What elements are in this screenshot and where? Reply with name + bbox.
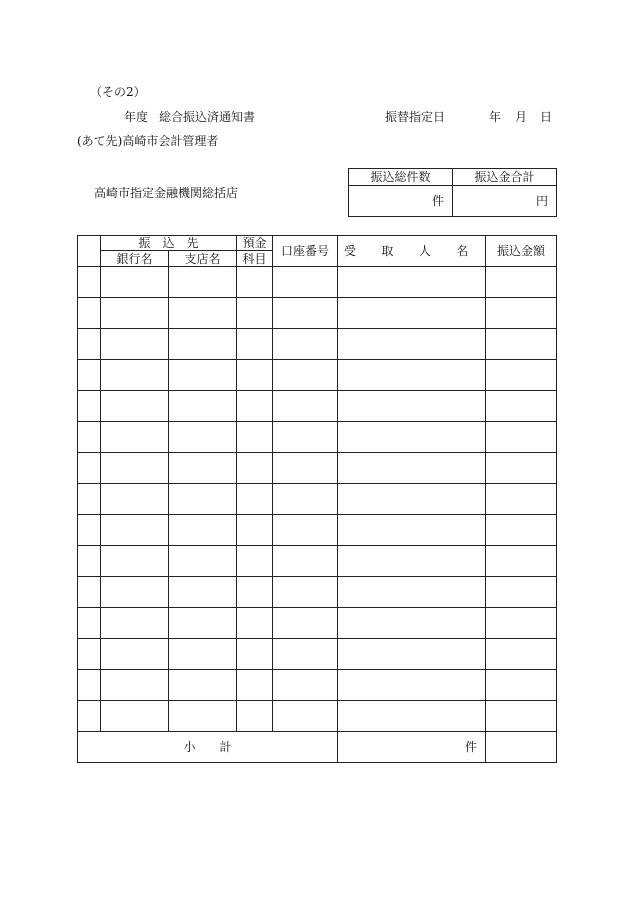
table-cell: [273, 298, 338, 329]
table-cell: [237, 391, 273, 422]
table-cell: [78, 670, 101, 701]
table-cell: [78, 639, 101, 670]
total-amount-cell: 円: [453, 186, 557, 217]
fiscal-year-label: 年度: [124, 110, 149, 124]
summary-table: [348, 168, 557, 217]
date-year-label: 年: [489, 110, 502, 124]
table-cell: [273, 515, 338, 546]
table-cell: [101, 639, 169, 670]
issuer-name: 高崎市指定金融機関総括店: [94, 186, 239, 200]
table-cell: [237, 608, 273, 639]
table-row: [78, 391, 557, 422]
table-cell: [237, 546, 273, 577]
recipient-line: (あて先)高崎市会計管理者: [77, 134, 219, 148]
table-cell: [78, 577, 101, 608]
table-row: [78, 329, 557, 360]
table-cell: [101, 701, 169, 732]
table-cell: [486, 391, 557, 422]
table-cell: [101, 298, 169, 329]
table-cell: [338, 515, 486, 546]
table-cell: [338, 701, 486, 732]
table-cell: [101, 267, 169, 298]
table-cell: [169, 360, 237, 391]
table-cell: [237, 267, 273, 298]
table-cell: [486, 577, 557, 608]
table-cell: [169, 546, 237, 577]
form-number: （その2）: [90, 85, 146, 99]
table-cell: [78, 298, 101, 329]
table-cell: [338, 422, 486, 453]
table-cell: [169, 422, 237, 453]
table-cell: [78, 701, 101, 732]
table-cell: [169, 391, 237, 422]
table-cell: [101, 577, 169, 608]
table-cell: [273, 670, 338, 701]
table-cell: [338, 639, 486, 670]
table-cell: [486, 484, 557, 515]
table-cell: [338, 546, 486, 577]
table-cell: [101, 453, 169, 484]
table-row: [78, 267, 557, 298]
table-cell: [273, 267, 338, 298]
table-cell: [486, 360, 557, 391]
table-cell: [101, 608, 169, 639]
table-cell: [237, 639, 273, 670]
table-cell: [486, 546, 557, 577]
table-row: [78, 298, 557, 329]
table-cell: [273, 577, 338, 608]
table-cell: [273, 391, 338, 422]
table-row: [78, 360, 557, 391]
transfer-to-header: 振 込 先: [101, 236, 237, 251]
table-cell: [78, 515, 101, 546]
table-cell: [101, 515, 169, 546]
table-cell: [237, 360, 273, 391]
amount-header: 振込金額: [486, 236, 557, 267]
table-cell: [169, 298, 237, 329]
table-cell: [169, 515, 237, 546]
table-cell: [338, 453, 486, 484]
table-cell: [338, 484, 486, 515]
bank-name-header: 銀行名: [101, 251, 169, 267]
table-cell: [338, 608, 486, 639]
table-cell: [273, 639, 338, 670]
subtotal-label: 小 計: [78, 732, 338, 763]
table-cell: [237, 670, 273, 701]
table-row: [78, 546, 557, 577]
table-cell: [237, 453, 273, 484]
table-cell: [338, 577, 486, 608]
table-row: [78, 670, 557, 701]
table-cell: [237, 484, 273, 515]
table-cell: [101, 329, 169, 360]
table-cell: [169, 577, 237, 608]
total-count-header: 振込総件数: [349, 169, 453, 186]
table-cell: [486, 608, 557, 639]
row-number-header: [78, 236, 101, 267]
table-cell: [78, 453, 101, 484]
table-cell: [237, 577, 273, 608]
table-row: [78, 515, 557, 546]
table-cell: [78, 267, 101, 298]
table-cell: [338, 391, 486, 422]
table-cell: [78, 329, 101, 360]
date-day-label: 日: [540, 110, 553, 124]
table-row: [78, 484, 557, 515]
table-cell: [486, 453, 557, 484]
table-cell: [486, 701, 557, 732]
table-cell: [237, 422, 273, 453]
table-cell: [169, 329, 237, 360]
table-cell: [486, 670, 557, 701]
table-cell: [338, 360, 486, 391]
table-row: [78, 608, 557, 639]
table-cell: [338, 329, 486, 360]
deposit-type-header-bottom: 科目: [237, 251, 273, 267]
table-cell: [78, 484, 101, 515]
payee-header: 受 取 人 名: [338, 236, 486, 267]
table-cell: [169, 639, 237, 670]
table-cell: [273, 329, 338, 360]
table-cell: [237, 329, 273, 360]
deposit-type-header-top: 預金: [237, 236, 273, 251]
table-cell: [273, 701, 338, 732]
table-cell: [78, 391, 101, 422]
table-cell: [78, 422, 101, 453]
subtotal-amount-cell: [486, 732, 557, 763]
table-cell: [273, 453, 338, 484]
date-month-label: 月: [515, 110, 528, 124]
table-cell: [101, 546, 169, 577]
table-cell: [486, 515, 557, 546]
table-row: [78, 422, 557, 453]
table-cell: [169, 484, 237, 515]
table-cell: [273, 484, 338, 515]
table-cell: [78, 608, 101, 639]
table-cell: [169, 453, 237, 484]
table-cell: [101, 422, 169, 453]
total-amount-header: 振込金合計: [453, 169, 557, 186]
table-cell: [338, 298, 486, 329]
table-cell: [78, 360, 101, 391]
account-number-header: 口座番号: [273, 236, 338, 267]
transfer-date-label: 振替指定日: [385, 110, 446, 124]
subtotal-count-cell: 件: [338, 732, 486, 763]
table-cell: [237, 298, 273, 329]
table-row: [78, 577, 557, 608]
table-cell: [273, 546, 338, 577]
table-cell: [486, 267, 557, 298]
branch-name-header: 支店名: [169, 251, 237, 267]
table-row: [78, 701, 557, 732]
table-cell: [486, 422, 557, 453]
table-cell: [273, 422, 338, 453]
table-cell: [101, 360, 169, 391]
table-cell: [169, 608, 237, 639]
table-cell: [169, 267, 237, 298]
table-cell: [338, 670, 486, 701]
table-row: [78, 453, 557, 484]
transfer-table: [77, 235, 557, 763]
table-cell: [486, 298, 557, 329]
total-count-cell: 件: [349, 186, 453, 217]
table-cell: [169, 701, 237, 732]
table-cell: [101, 391, 169, 422]
document-title: 総合振込済通知書: [159, 110, 256, 124]
table-cell: [237, 701, 273, 732]
table-cell: [486, 639, 557, 670]
table-cell: [101, 670, 169, 701]
table-cell: [273, 608, 338, 639]
table-cell: [169, 670, 237, 701]
table-cell: [273, 360, 338, 391]
table-cell: [101, 484, 169, 515]
table-cell: [338, 267, 486, 298]
table-cell: [237, 515, 273, 546]
table-cell: [78, 546, 101, 577]
table-row: [78, 639, 557, 670]
table-cell: [486, 329, 557, 360]
